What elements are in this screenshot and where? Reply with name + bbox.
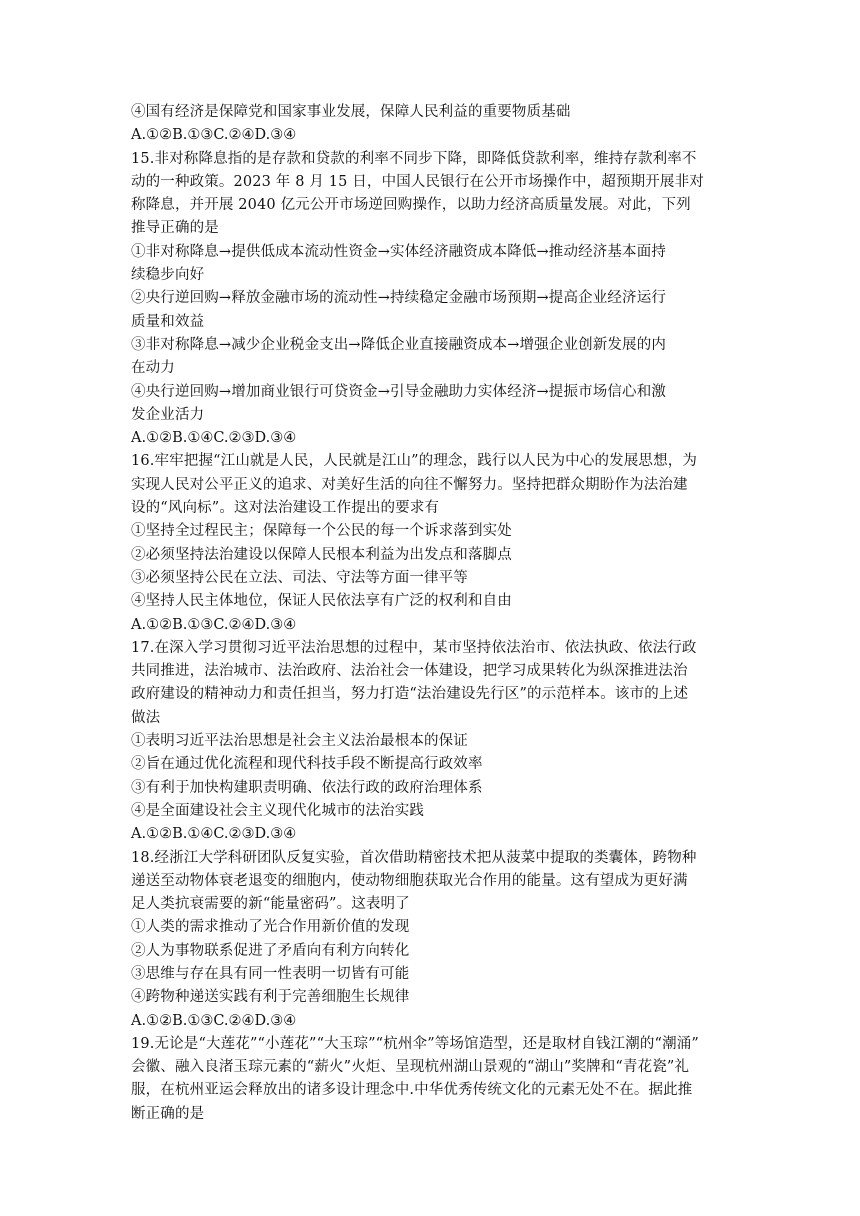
option-text: ②必须坚持法治建设以保障人民根本利益为出发点和落脚点 [131, 546, 512, 563]
option-text: ③有利于加快构建职责明确、依法行政的政府治理体系 [131, 779, 483, 796]
question-15-stem: 推导正确的是 [131, 220, 219, 237]
question-19-stem: 断正确的是 [131, 1105, 205, 1122]
option-text: ④坚持人民主体地位，保证人民依法享有广泛的权利和自由 [131, 593, 512, 610]
question-17-stem: 共同推进，法治城市、法治政府、法治社会一体建设，把学习成果转化为纵深推进法治 [131, 663, 688, 680]
question-17-stem: 做法 [131, 709, 161, 726]
question-15-stem: 15.非对称降息指的是存款和贷款的利率不同步下降，即降低贷款利率，维持存款利率不 [131, 150, 697, 167]
answer-choices: A.①②B.①③C.②④D.③④ [131, 127, 297, 144]
question-16-stem: 实现人民对公平正义的追求、对美好生活的向往不懈努力。坚持把群众期盼作为法治建 [131, 476, 688, 493]
question-18-stem: 递送至动物体衰老退变的细胞内，使动物细胞获取光合作用的能量。这有望成为更好满 [131, 872, 688, 889]
question-19-stem: 19.无论是“大莲花”“小莲花”“大玉琮”“杭州伞”等场馆造型，还是取材自钱江潮的“潮涌” [131, 1035, 699, 1052]
question-18-stem: 18.经浙江大学科研团队反复实验，首次借助精密技术把从菠菜中提取的类囊体，跨物种 [131, 849, 697, 866]
exam-page [131, 101, 731, 1126]
question-15-stem: 称降息，并开展 2040 亿元公开市场逆回购操作，以助力经济高质量发展。对此，下列 [131, 197, 691, 214]
answer-choices: A.①②B.①③C.②④D.③④ [131, 1012, 297, 1029]
option-text: ①表明习近平法治思想是社会主义法治最根本的保证 [131, 733, 468, 750]
answer-choices: A.①②B.①③C.②④D.③④ [131, 616, 297, 633]
option-text: ①非对称降息→提供低成本流动性资金→实体经济融资成本降低→推动经济基本面持 [131, 243, 666, 260]
option-text: 在动力 [131, 360, 175, 377]
question-16-stem: 16.牢牢把握“江山就是人民，人民就是江山”的理念，践行以人民为中心的发展思想，为 [131, 453, 698, 470]
question-17-stem: 17.在深入学习贯彻习近平法治思想的过程中，某市坚持依法治市、依法执政、依法行政 [131, 639, 697, 656]
option-text: ③必须坚持公民在立法、司法、守法等方面一律平等 [131, 569, 468, 586]
option-text: ②人为事物联系促进了矛盾向有利方向转化 [131, 942, 410, 959]
answer-choices: A.①②B.①④C.②③D.③④ [131, 430, 297, 447]
option-text: 质量和效益 [131, 313, 205, 330]
option-text: ④是全面建设社会主义现代化城市的法治实践 [131, 802, 424, 819]
option-text: ③非对称降息→减少企业税金支出→降低企业直接融资成本→增强企业创新发展的内 [131, 336, 666, 353]
option-text: ②旨在通过优化流程和现代科技手段不断提高行政效率 [131, 756, 483, 773]
option-text: ①坚持全过程民主；保障每一个公民的每一个诉求落到实处 [131, 523, 512, 540]
option-text: ④国有经济是保障党和国家事业发展，保障人民利益的重要物质基础 [131, 104, 571, 120]
option-text: ③思维与存在具有同一性表明一切皆有可能 [131, 965, 410, 982]
option-text: ④央行逆回购→增加商业银行可贷资金→引导金融助力实体经济→提振市场信心和激 [131, 383, 666, 400]
question-17-stem: 政府建设的精神动力和责任担当，努力打造“法治建设先行区”的示范样本。该市的上述 [131, 686, 689, 703]
question-19-stem: 会徽、融入良渚玉琮元素的“薪火”火炬、呈现杭州湖山景观的“湖山”奖牌和“青花瓷”礼 [131, 1059, 690, 1076]
question-18-stem: 足人类抗衰需要的新“能量密码”。这表明了 [131, 896, 410, 913]
question-19-stem: 服，在杭州亚运会释放出的诸多设计理念中.中华优秀传统文化的元素无处不在。据此推 [131, 1082, 693, 1099]
question-15-stem: 动的一种政策。2023 年 8 月 15 日，中国人民银行在公开市场操作中，超预期开展非对 [131, 173, 704, 190]
option-text: ④跨物种递送实践有利于完善细胞生长规律 [131, 989, 410, 1006]
question-16-stem: 设的“风向标”。这对法治建设工作提出的要求有 [131, 500, 440, 517]
option-text: 续稳步向好 [131, 267, 205, 284]
option-text: ②央行逆回购→释放金融市场的流动性→持续稳定金融市场预期→提高企业经济运行 [131, 290, 666, 307]
option-text: 发企业活力 [131, 406, 205, 423]
option-text: ①人类的需求推动了光合作用新价值的发现 [131, 919, 410, 936]
answer-choices: A.①②B.①④C.②③D.③④ [131, 826, 297, 843]
